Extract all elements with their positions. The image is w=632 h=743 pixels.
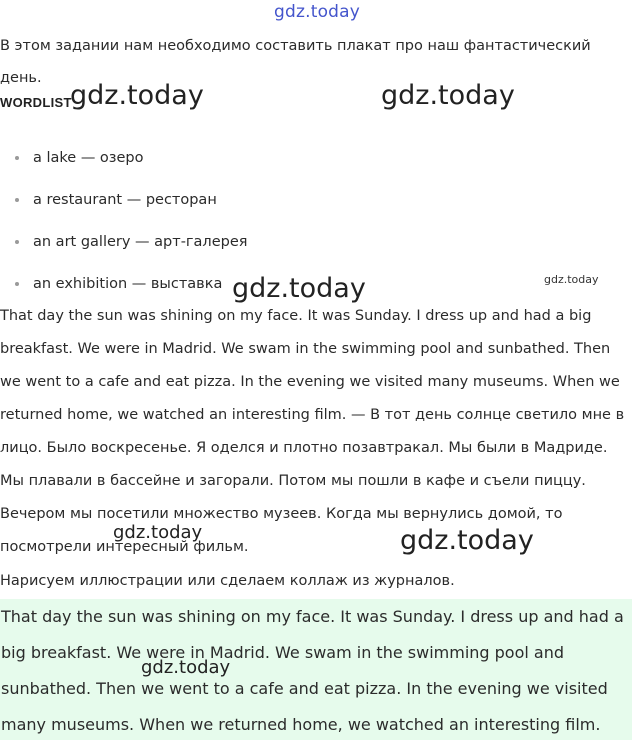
watermark: gdz.today bbox=[381, 80, 515, 111]
list-item-text: an art gallery — арт-галерея bbox=[33, 234, 248, 250]
story-paragraph: That day the sun was shining on my face. It was Sunday. I dress up and had a big breakfast. We were in Madrid. We swam in the swimming pool and sunbathed. Then we went to a cafe and eat pizza. In the evening we visited many museums. When we returned home, we watched an interesting film. — В тот день солнце светило мне в лицо. Было воскресенье. Я оделся и плотно позавтракал. Мы были в Мадриде. Мы плавали в бассейне и загорали. Потом мы пошли в кафе и съели пиццу. Вечером мы посетили множество музеев. Когда мы вернулись домой, то посмотрели интересный фильм. bbox=[0, 308, 625, 555]
list-item bbox=[14, 143, 247, 185]
watermark: gdz.today bbox=[544, 273, 599, 286]
bullet-icon bbox=[15, 156, 19, 160]
task-paragraph: Нарисуем иллюстрации или сделаем коллаж из журналов. bbox=[0, 573, 455, 589]
list-item-text: an exhibition — выставка bbox=[33, 276, 223, 292]
watermark: gdz.today bbox=[400, 525, 534, 556]
bullet-icon bbox=[15, 198, 19, 202]
watermark: gdz.today bbox=[113, 522, 203, 543]
wordlist-heading: WORDLIST bbox=[0, 95, 72, 110]
answer-paragraph: That day the sun was shining on my face. It was Sunday. I dress up and had a big breakfast. We were in Madrid. We swam in the swimming pool and sunbathed. Then we went to a cafe and eat pizza. In the evening we visited many museums. When we returned home, we watched an interesting film. bbox=[1, 607, 624, 734]
watermark: gdz.today bbox=[70, 80, 204, 111]
list-item bbox=[14, 185, 247, 227]
watermark: gdz.today bbox=[274, 2, 361, 22]
answer-block bbox=[0, 599, 632, 740]
bullet-icon bbox=[15, 282, 19, 286]
watermark: gdz.today bbox=[141, 657, 231, 678]
list-item bbox=[14, 227, 247, 269]
bullet-icon bbox=[15, 240, 19, 244]
list-item-text: a restaurant — ресторан bbox=[33, 192, 217, 208]
watermark: gdz.today bbox=[232, 273, 366, 304]
list-item-text: a lake — озеро bbox=[33, 150, 144, 166]
wordlist bbox=[14, 143, 247, 311]
intro-paragraph: В этом задании нам необходимо составить плакат про наш фантастический день. bbox=[0, 38, 591, 86]
